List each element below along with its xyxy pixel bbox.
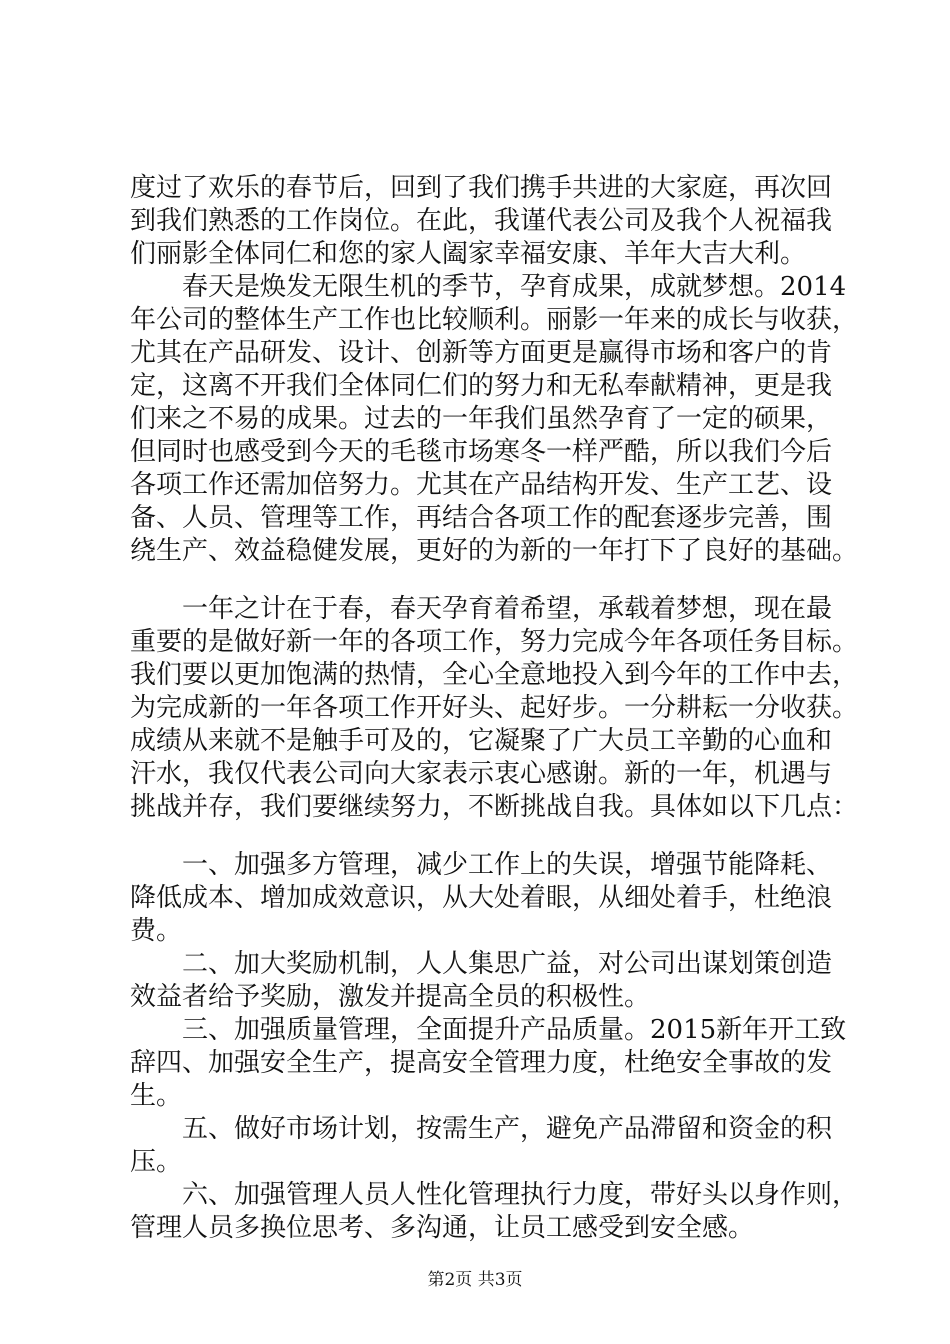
document-body bbox=[130, 172, 859, 1245]
paragraph bbox=[130, 849, 833, 948]
paragraph bbox=[130, 172, 833, 271]
text-line: 重要的是做好新一年的各项工作，努力完成今年各项任务目标。 bbox=[130, 627, 859, 657]
text-line: 度过了欢乐的春节后，回到了我们携手共进的大家庭，再次回 bbox=[130, 173, 833, 203]
text-line: 压。 bbox=[130, 1147, 183, 1177]
paragraph bbox=[130, 948, 833, 1014]
text-line: 们丽影全体同仁和您的家人阖家幸福安康、羊年大吉大利。 bbox=[130, 239, 807, 269]
text-line: 五、做好市场计划，按需生产，避免产品滞留和资金的积 bbox=[130, 1114, 833, 1144]
paragraph bbox=[130, 1179, 859, 1245]
text-line: 六、加强管理人员人性化管理执行力度，带好头以身作则， bbox=[130, 1180, 859, 1210]
text-line: 们来之不易的成果。过去的一年我们虽然孕育了一定的硕果， bbox=[130, 404, 833, 434]
text-line: 费。 bbox=[130, 916, 183, 946]
text-line: 到我们熟悉的工作岗位。在此，我谨代表公司及我个人祝福我 bbox=[130, 206, 833, 236]
text-line: 管理人员多换位思考、多沟通，让员工感受到安全感。 bbox=[130, 1213, 755, 1243]
text-line: 二、加大奖励机制，人人集思广益，对公司出谋划策创造 bbox=[130, 949, 833, 979]
text-line: 但同时也感受到今天的毛毯市场寒冬一样严酷，所以我们今后 bbox=[130, 437, 833, 467]
text-line: 辞四、加强安全生产，提高安全管理力度，杜绝安全事故的发 bbox=[130, 1048, 833, 1078]
paragraph-gap bbox=[130, 568, 830, 593]
text-line: 一年之计在于春，春天孕育着希望，承载着梦想，现在最 bbox=[130, 594, 833, 624]
text-line: 汗水，我仅代表公司向大家表示衷心感谢。新的一年，机遇与 bbox=[130, 759, 833, 789]
text-line: 挑战并存，我们要继续努力，不断挑战自我。具体如以下几点： bbox=[130, 792, 859, 822]
paragraph bbox=[130, 271, 859, 568]
text-line: 一、加强多方管理，减少工作上的失误，增强节能降耗、 bbox=[130, 850, 833, 880]
text-line: 成绩从来就不是触手可及的，它凝聚了广大员工辛勤的心血和 bbox=[130, 726, 833, 756]
paragraph bbox=[130, 593, 859, 824]
text-line: 三、加强质量管理，全面提升产品质量。2015新年开工致 bbox=[130, 1015, 847, 1045]
text-line: 定，这离不开我们全体同仁们的努力和无私奉献精神，更是我 bbox=[130, 371, 833, 401]
text-line: 效益者给予奖励，激发并提高全员的积极性。 bbox=[130, 982, 651, 1012]
paragraph-gap bbox=[130, 824, 830, 849]
text-line: 年公司的整体生产工作也比较顺利。丽影一年来的成长与收获， bbox=[130, 305, 859, 335]
text-line: 绕生产、效益稳健发展，更好的为新的一年打下了良好的基础。 bbox=[130, 536, 859, 566]
text-line: 降低成本、增加成效意识，从大处着眼，从细处着手，杜绝浪 bbox=[130, 883, 833, 913]
text-line: 备、人员、管理等工作，再结合各项工作的配套逐步完善，围 bbox=[130, 503, 833, 533]
text-line: 春天是焕发无限生机的季节，孕育成果，成就梦想。2014 bbox=[130, 272, 847, 302]
page-footer: 第2页 共3页 bbox=[427, 1270, 523, 1290]
text-line: 尤其在产品研发、设计、创新等方面更是赢得市场和客户的肯 bbox=[130, 338, 833, 368]
text-line: 各项工作还需加倍努力。尤其在产品结构开发、生产工艺、设 bbox=[130, 470, 833, 500]
text-line: 为完成新的一年各项工作开好头、起好步。一分耕耘一分收获。 bbox=[130, 693, 859, 723]
text-line: 生。 bbox=[130, 1081, 183, 1111]
paragraph bbox=[130, 1113, 833, 1179]
paragraph bbox=[130, 1014, 847, 1113]
text-line: 我们要以更加饱满的热情，全心全意地投入到今年的工作中去， bbox=[130, 660, 859, 690]
